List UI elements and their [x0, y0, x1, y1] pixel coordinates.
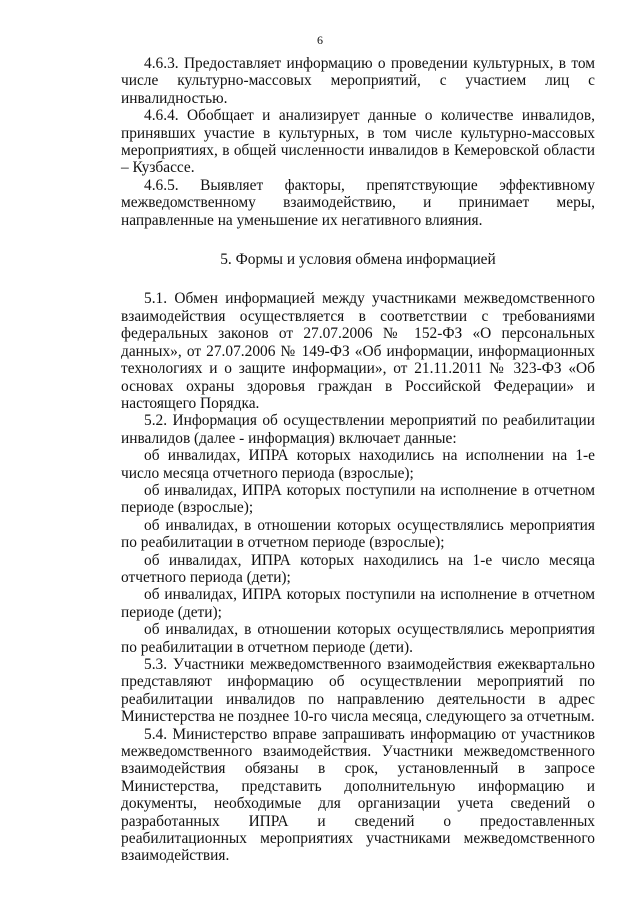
list-item-adults-1: об инвалидах, ИПРА которых находились на исполнении на 1-е число месяца отчетного периода (взрослые);	[121, 447, 595, 482]
document-body	[121, 55, 595, 865]
list-item-children-2: об инвалидах, ИПРА которых поступили на исполнение в отчетном периоде (дети);	[121, 586, 595, 621]
paragraph-4-6-4: 4.6.4. Обобщает и анализирует данные о количестве инвалидов, принявших участие в культурных, в том числе культурно-массовых мероприятиях, в общей численности инвалидов в Кемеровской области – Кузбассе.	[121, 107, 595, 177]
list-item-adults-2: об инвалидах, ИПРА которых поступили на исполнение в отчетном периоде (взрослые);	[121, 481, 595, 517]
list-item-adults-3: об инвалидах, в отношении которых осуществлялись мероприятия по реабилитации в отчетном периоде (взрослые);	[121, 516, 595, 552]
paragraph-5-2: 5.2. Информация об осуществлении мероприятий по реабилитации инвалидов (далее - информация) включает данные:	[121, 412, 595, 447]
list-item-children-3: об инвалидах, в отношении которых осуществлялись мероприятия по реабилитации в отчетном периоде (дети).	[121, 621, 595, 656]
paragraph-4-6-3: 4.6.3. Предоставляет информацию о проведении культурных, в том числе культурно-массовых мероприятий, с участием лиц с инвалидностью.	[121, 55, 595, 107]
page-number: 6	[317, 33, 323, 47]
paragraph-4-6-5: 4.6.5. Выявляет факторы, препятствующие эффективному межведомственному взаимодействию, и принимает меры, направленные на уменьшение их негативного влияния.	[121, 176, 595, 229]
paragraph-5-3: 5.3. Участники межведомственного взаимодействия ежеквартально представляют информацию об осуществлении мероприятий по реабилитации инвалидов по направлению деятельности в адрес Министерства не позднее 10-го числа месяца, следующего за отчетным.	[121, 656, 595, 726]
section-heading: 5. Формы и условия обмена информацией	[220, 251, 496, 269]
paragraph-5-4: 5.4. Министерство вправе запрашивать информацию от участников межведомственного взаимодействия. Участники межведомственного взаимодействия обязаны в срок, установленный в запросе Министерства, представить дополнительную информацию и документы, необходимые для организации учета сведений о разработанных ИПРА и сведений о предоставленных реабилитационных мероприятиях участниками межведомственного взаимодействия.	[121, 725, 595, 865]
list-item-children-1: об инвалидах, ИПРА которых находились на 1-е число месяца отчетного периода (дети);	[121, 551, 595, 586]
paragraph-5-1: 5.1. Обмен информацией между участниками межведомственного взаимодействия осуществляется в соответствии с требованиями федеральных законов от 27.07.2006 № 152-ФЗ «О персональных данных», от 27.07.2006 № 149-ФЗ «Об информации, информационных технологиях и о защите информации», от 21.11.2011 № 323-ФЗ «Об основах охраны здоровья граждан в Российской Федерации» и настоящего Порядка.	[121, 290, 595, 412]
